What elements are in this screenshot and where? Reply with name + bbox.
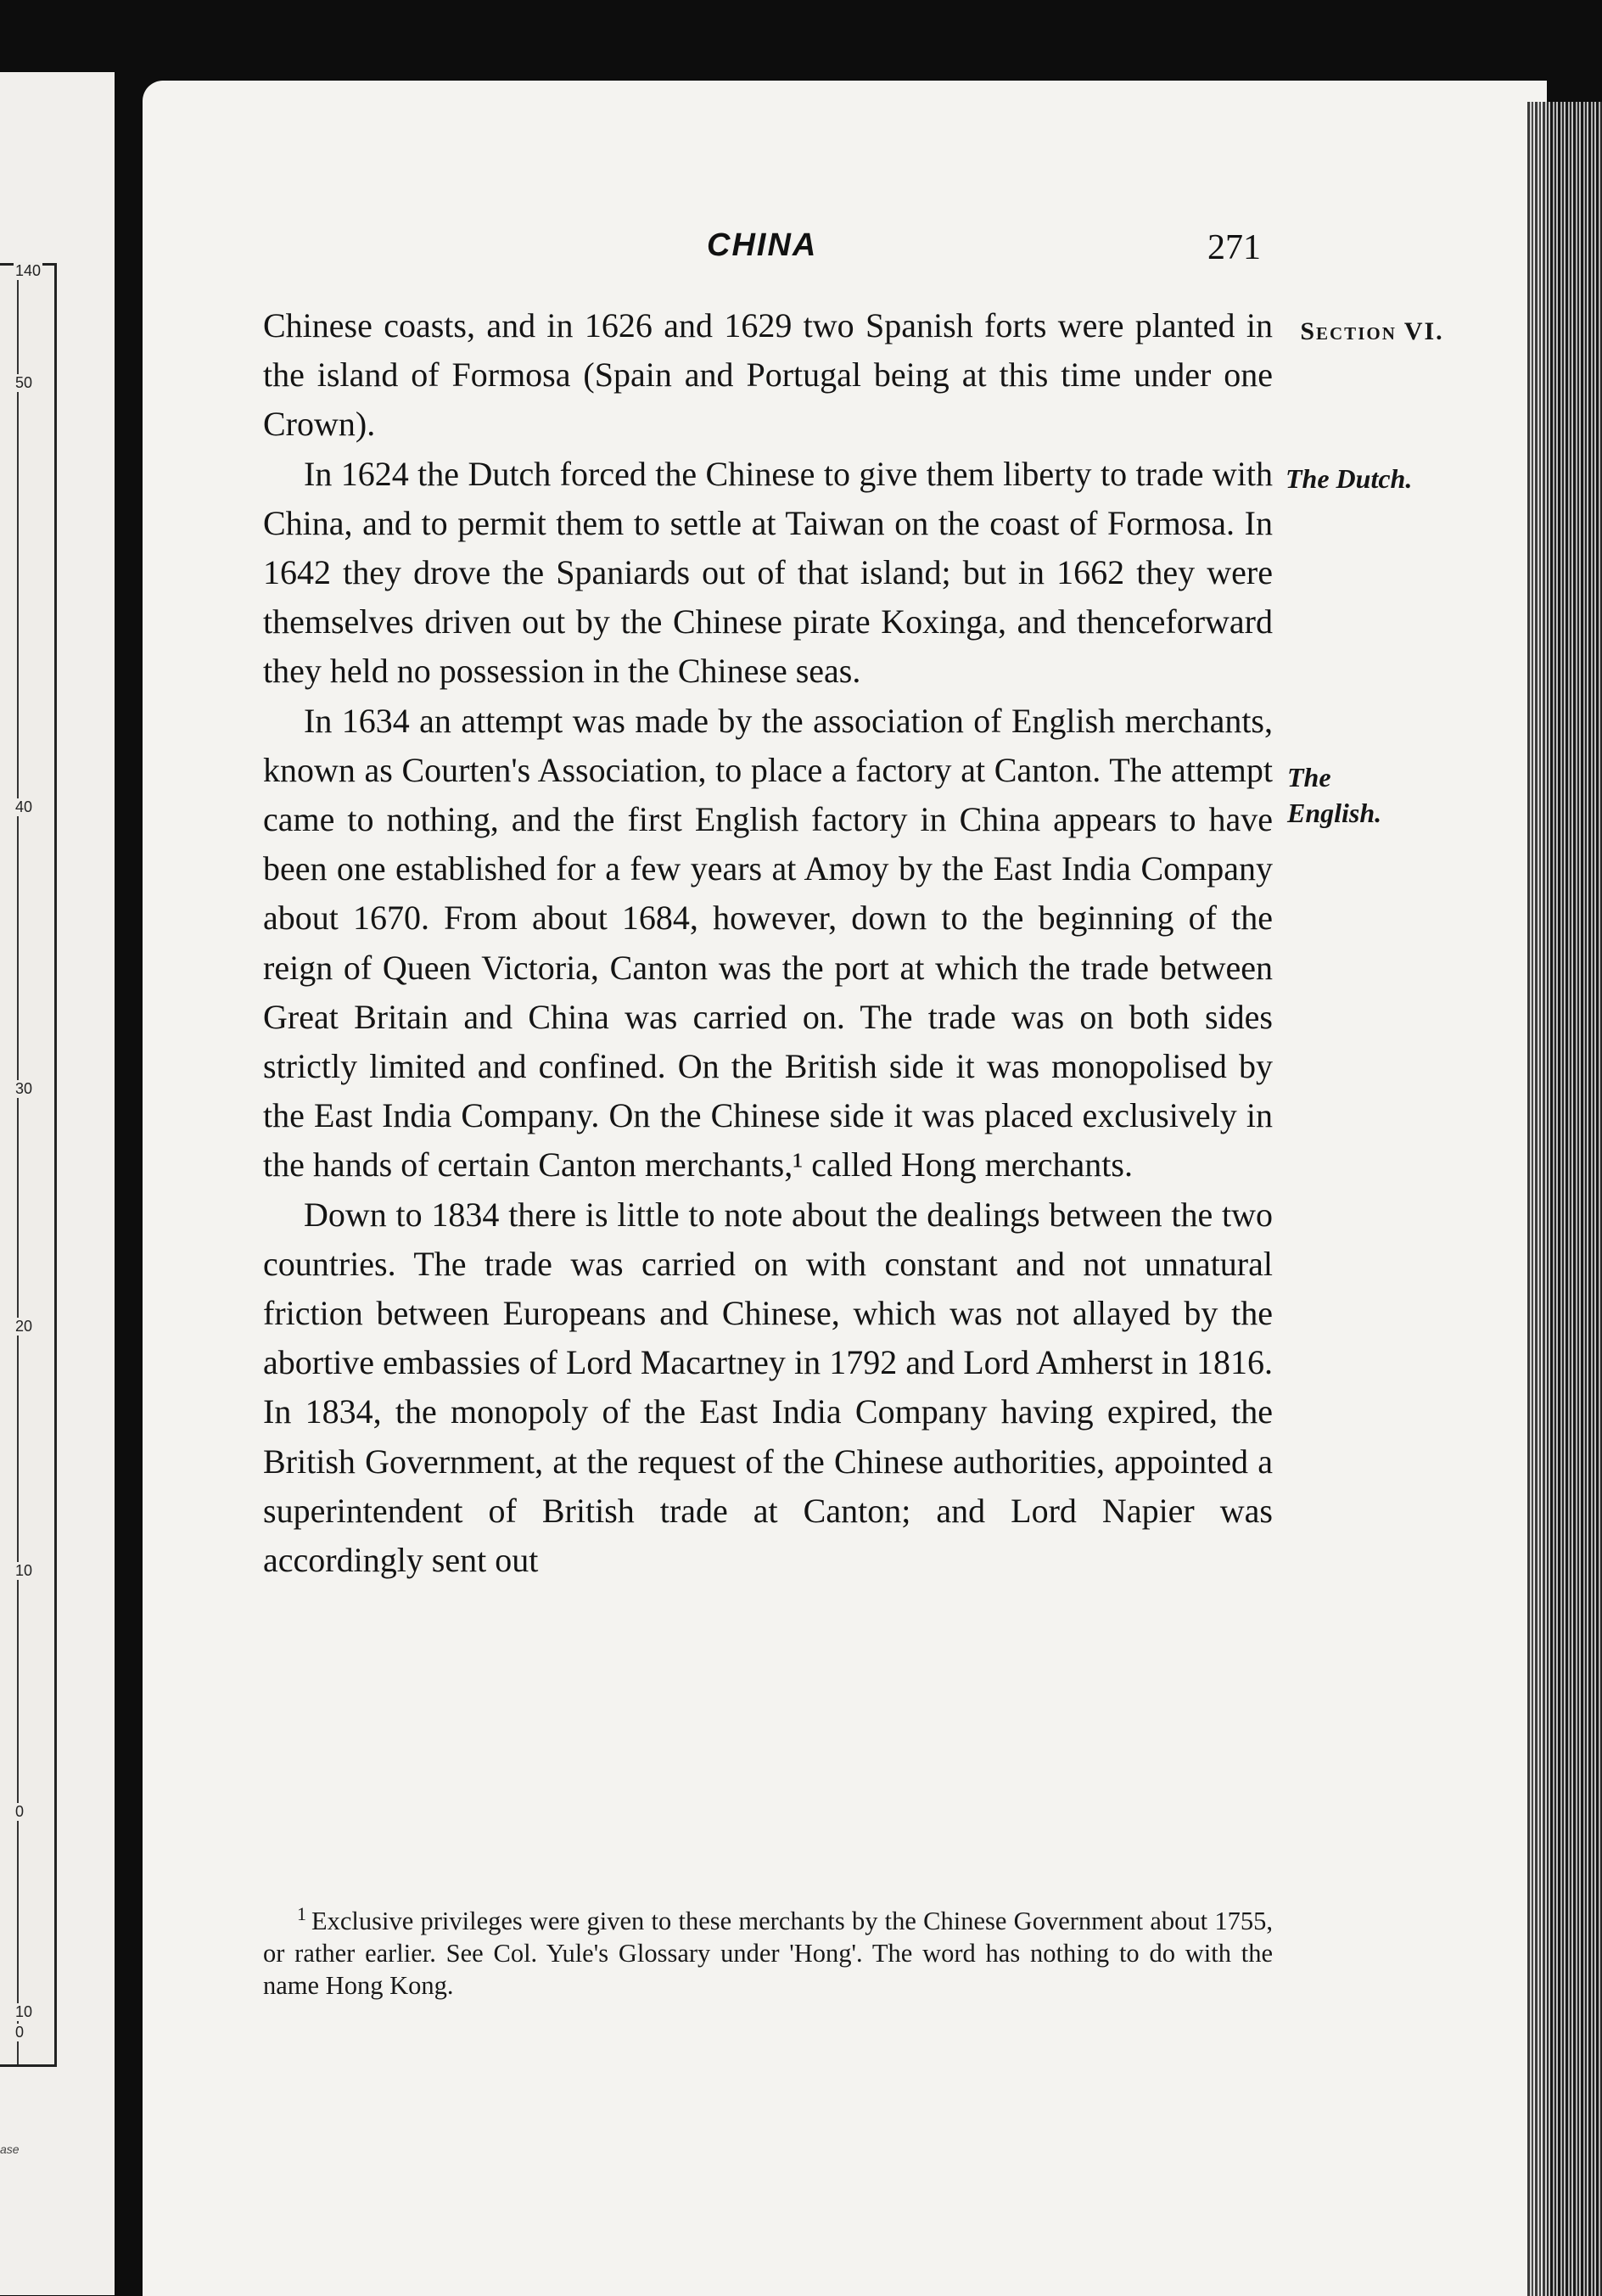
map-tick-label: 10	[15, 1562, 33, 1579]
map-tick-label: 40	[15, 798, 33, 815]
page-edges	[1527, 102, 1602, 2296]
map-tick-label: 30	[15, 1080, 33, 1097]
margin-note-english-line: English.	[1287, 798, 1382, 828]
map-tick-label: 50	[15, 374, 33, 391]
map-footer-text: ase	[0, 2142, 20, 2156]
margin-note-section: Section VI.	[1300, 317, 1444, 345]
map-border	[0, 266, 19, 2064]
map-tick-label: 20	[15, 1318, 33, 1335]
map-tick-label: 0	[15, 1803, 25, 1820]
margin-note-english-line: The	[1287, 762, 1331, 792]
running-title: CHINA	[707, 227, 818, 263]
map-strip	[0, 263, 57, 2067]
footnote-mark: 1	[297, 1903, 306, 1924]
map-tick-label: 140	[15, 262, 42, 279]
paragraph: In 1634 an attempt was made by the association of English merchants, known as Courten's Association, to place a factory at Canton. The attempt came to nothing, and the first English factory in China appears to have been one established for a few years at Amoy by the East India Company about 1670. From about 1684, however, down to the beginning of the reign of Queen Victoria, Canton was the port at which the trade between Great Britain and China was carried on. The trade was on both sides strictly limited and confined. On the British side it was monopolised by the East India Company. On the Chinese side it was placed exclusively in the hands of certain Canton merchants,¹ called Hong merchants.	[263, 701, 1273, 1184]
left-facing-page	[0, 72, 115, 2295]
page-number: 271	[1207, 228, 1261, 267]
footnote	[263, 1898, 1273, 2002]
page-header	[0, 227, 1602, 270]
footnote-body	[263, 1898, 1273, 2002]
margin-note-english	[1287, 759, 1381, 831]
paragraph: Down to 1834 there is little to note about the dealings between the two countries. The trade was carried on with constant and not unnatural friction between Europeans and Chinese, which was not allayed by the abortive embassies of Lord Macartney in 1792 and Lord Amherst in 1816. In 1834, the monopoly of the East India Company having expired, the British Government, at the request of the Chinese authorities, appointed a superintendent of British trade at Canton; and Lord Napier was accordingly sent out	[263, 1195, 1273, 1580]
paragraph: Chinese coasts, and in 1626 and 1629 two Spanish forts were planted in the island of Formosa (Spain and Portugal being at this time under one Crown).	[263, 306, 1273, 444]
paragraph: In 1624 the Dutch forced the Chinese to give them liberty to trade with China, and to permit them to settle at Taiwan on the coast of Formosa. In 1642 they drove the Spaniards out of that island; but in 1662 they were themselves driven out by the Chinese pirate Koxinga, and thenceforward they held no possession in the Chinese seas.	[263, 454, 1273, 691]
body-text	[263, 301, 1273, 1585]
footnote-text: Exclusive privileges were given to these merchants by the Chinese Government about 1755, or rather earlier. See Col. Yule's Glossary under 'Hong'. The word has nothing to do with the name Hong Kong.	[263, 1907, 1273, 2001]
map-tick-label: 0	[15, 2024, 25, 2041]
margin-note-dutch: The Dutch.	[1286, 463, 1413, 494]
map-tick-label: 10	[15, 2003, 33, 2020]
